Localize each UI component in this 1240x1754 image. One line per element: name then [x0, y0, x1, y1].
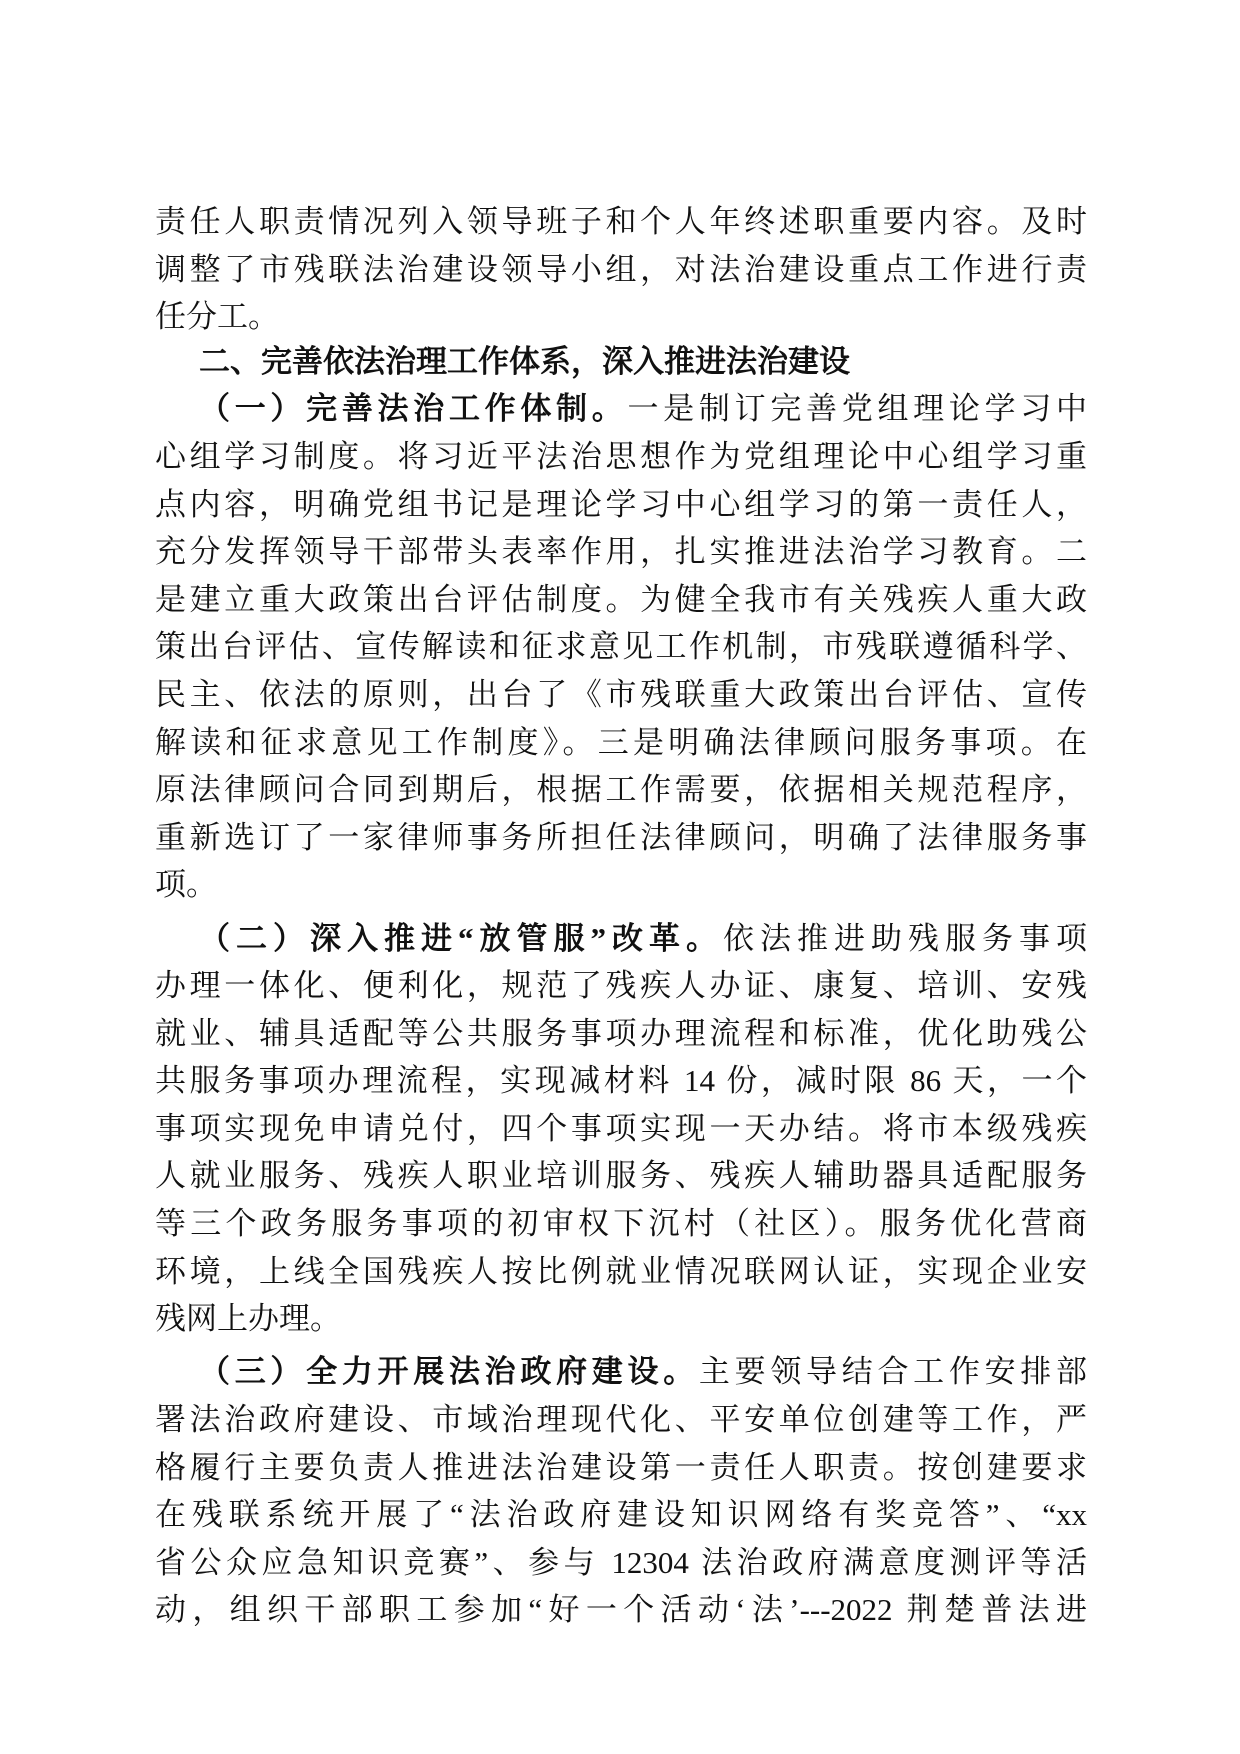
paragraph-line: 省公众应急知识竞赛”、参与 12304 法治政府满意度测评等活: [155, 1544, 1087, 1580]
line-text: 依法推进助残服务事项: [723, 920, 1087, 956]
paragraph-line: 环境，上线全国残疾人按比例就业情况联网认证，实现企业安: [155, 1253, 1087, 1289]
paragraph-line: 充分发挥领导干部带头表率作用，扎实推进法治学习教育。二: [155, 534, 1087, 570]
paragraph-line: 等三个政务服务事项的初审权下沉村（社区）。服务优化营商: [155, 1206, 1087, 1242]
paragraph-line: [155, 385, 1087, 433]
paragraph-line: 原法律顾问合同到期后，根据工作需要，依据相关规范程序，: [155, 772, 1087, 808]
paragraph-line: 残网上办理。: [155, 1301, 341, 1337]
subsection-lead: （二）深入推进“放管服”改革。: [199, 920, 723, 956]
subsection-2: [155, 915, 1087, 1343]
paragraph-line: 调整了市残联法治建设领导小组，对法治建设重点工作进行责: [155, 251, 1087, 287]
paragraph-line: 民主、依法的原则，出台了《市残联重大政策出台评估、宣传: [155, 676, 1087, 712]
paragraph-line: 策出台评估、宣传解读和征求意见工作机制，市残联遵循科学、: [155, 629, 1087, 665]
paragraph-line: 在残联系统开展了“法治政府建设知识网络有奖竞答”、“xx: [155, 1497, 1087, 1533]
subsection-lead: （三）全力开展法治政府建设。: [199, 1354, 699, 1390]
paragraph-line: [155, 915, 1087, 963]
paragraph-line: 解读和征求意见工作制度》。三是明确法律顾问服务事项。在: [155, 724, 1087, 760]
subsection-1: [155, 385, 1087, 909]
paragraph-line: 是建立重大政策出台评估制度。为健全我市有关残疾人重大政: [155, 581, 1087, 617]
intro-paragraph: [155, 198, 1087, 341]
paragraph-line: 人就业服务、残疾人职业培训服务、残疾人辅助器具适配服务: [155, 1158, 1087, 1194]
paragraph-line: 事项实现免申请兑付，四个事项实现一天办结。将市本级残疾: [155, 1110, 1087, 1146]
paragraph-line: 责任人职责情况列入领导班子和个人年终述职重要内容。及时: [155, 204, 1087, 239]
paragraph-line: 心组学习制度。将习近平法治思想作为党组理论中心组学习重: [155, 438, 1087, 474]
paragraph-line: 就业、辅具适配等公共服务事项办理流程和标准，优化助残公: [155, 1015, 1087, 1051]
line-text: 主要领导结合工作安排部: [698, 1354, 1088, 1390]
paragraph-line: 格履行主要负责人推进法治建设第一责任人职责。按创建要求: [155, 1449, 1087, 1485]
paragraph-line: 署法治政府建设、市域治理现代化、平安单位创建等工作，严: [155, 1402, 1087, 1438]
paragraph-line: 项。: [155, 867, 217, 903]
paragraph-line: 重新选订了一家律师事务所担任法律顾问，明确了法律服务事: [155, 819, 1087, 855]
subsection-3: [155, 1348, 1087, 1634]
paragraph-line: 点内容，明确党组书记是理论学习中心组学习的第一责任人，: [155, 486, 1087, 522]
paragraph-line: 共服务事项办理流程，实现减材料 14 份，减时限 86 天，一个: [155, 1063, 1087, 1099]
document-page: [155, 198, 1087, 1634]
paragraph-line: 办理一体化、便利化，规范了残疾人办证、康复、培训、安残: [155, 968, 1087, 1004]
line-text: 一是制订完善党组理论学习中: [627, 391, 1087, 427]
paragraph-line: 任分工。: [155, 299, 279, 335]
section-heading: 二、完善依法治理工作体系，深入推进法治建设: [199, 343, 850, 379]
subsection-lead: （一）完善法治工作体制。: [199, 391, 628, 427]
paragraph-line: [155, 1348, 1087, 1396]
paragraph-line: 动，组织干部职工参加“好一个活动‘法’---2022 荆楚普法进: [155, 1592, 1087, 1628]
